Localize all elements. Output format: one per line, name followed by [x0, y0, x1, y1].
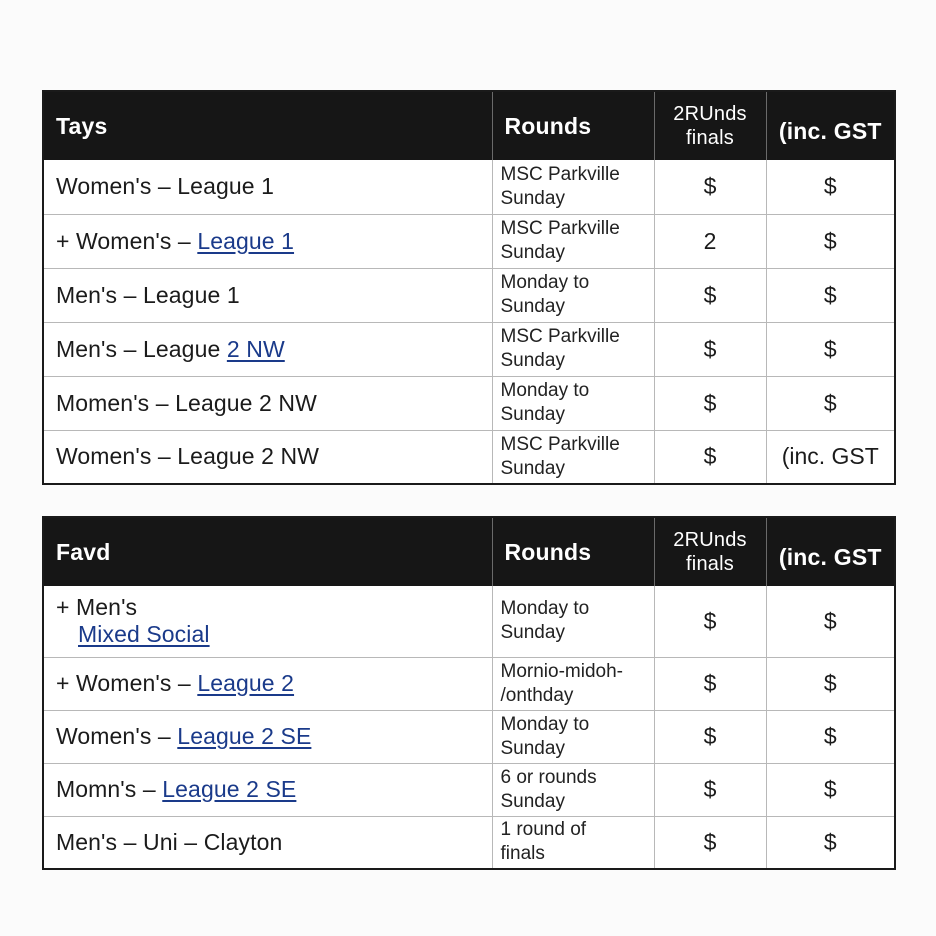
row-name-text: Momen's – League 2 NW — [56, 389, 317, 416]
row-name — [43, 376, 492, 430]
row-name — [43, 214, 492, 268]
rounds-line2: Sunday — [500, 187, 565, 209]
row-finals: 2 — [654, 214, 766, 268]
row-price: $ — [766, 657, 895, 710]
header-finals-line1: 2RUnds — [673, 529, 747, 551]
row-name-text: + Women's – — [56, 227, 198, 254]
row-rounds — [492, 430, 654, 484]
header-price: (inc. GST — [766, 91, 895, 160]
rounds-line1: Monday to — [500, 380, 590, 401]
row-rounds — [492, 160, 654, 214]
row-rounds — [492, 657, 654, 710]
league-link[interactable]: League 2 SE — [162, 776, 297, 802]
header-price: (inc. GST — [766, 517, 895, 586]
row-price: $ — [766, 160, 895, 214]
table-row — [43, 657, 895, 710]
rounds-line1: Monday to — [500, 598, 590, 620]
rounds-line1: 6 or rounds — [500, 766, 597, 788]
row-price: $ — [766, 214, 895, 268]
row-price: $ — [766, 710, 895, 763]
row-name-text: Women's – — [56, 723, 178, 749]
header-finals-line2: finals — [686, 553, 734, 575]
row-rounds — [492, 763, 654, 816]
table-row — [43, 160, 895, 214]
header-rounds: Rounds — [492, 91, 654, 160]
rounds-line2: Sunday — [500, 457, 565, 479]
header-name: Favd — [43, 517, 492, 586]
rounds-line2: Sunday — [500, 296, 565, 317]
rounds-line1: MSC Parkville — [500, 433, 620, 455]
row-finals: $ — [654, 657, 766, 710]
row-finals: $ — [654, 586, 766, 657]
row-name — [43, 763, 492, 816]
table-row — [43, 586, 895, 657]
league-link[interactable]: League 2 SE — [177, 723, 312, 749]
row-name — [43, 160, 492, 214]
row-name-text: Men's – League 1 — [56, 281, 240, 308]
row-name — [43, 710, 492, 763]
row-finals: $ — [654, 322, 766, 376]
row-finals: $ — [654, 816, 766, 869]
table-row — [43, 322, 895, 376]
row-name — [43, 268, 492, 322]
table-row — [43, 763, 895, 816]
rounds-line1: Mornio-midoh- — [500, 660, 623, 682]
rounds-line1: Monday to — [500, 713, 590, 735]
row-name — [43, 322, 492, 376]
rounds-line2: Sunday — [500, 790, 565, 812]
row-price: (inc. GST — [766, 430, 895, 484]
row-name — [43, 657, 492, 710]
rounds-line2: Sunday — [500, 404, 565, 425]
header-name: Tays — [43, 91, 492, 160]
row-name — [43, 586, 492, 657]
mixed-social-link[interactable]: Mixed Social — [78, 621, 210, 648]
row-finals: $ — [654, 376, 766, 430]
header-finals-line2: finals — [686, 127, 734, 149]
row-name-text: Men's – Uni – Clayton — [56, 828, 283, 855]
row-finals: $ — [654, 160, 766, 214]
table-row — [43, 710, 895, 763]
table-header-row — [43, 91, 895, 160]
row-name-text: + Men's — [56, 594, 138, 621]
fee-table-1 — [42, 90, 896, 485]
row-rounds — [492, 376, 654, 430]
rounds-line2: Sunday — [500, 622, 565, 644]
rounds-line1: MSC Parkville — [500, 163, 620, 185]
rounds-line1: MSC Parkville — [500, 218, 620, 239]
table-row — [43, 816, 895, 869]
row-rounds — [492, 268, 654, 322]
row-name-text: Men's – League — [56, 335, 227, 362]
row-price: $ — [766, 763, 895, 816]
row-name-text: Women's – League 2 NW — [56, 443, 320, 470]
row-finals: $ — [654, 430, 766, 484]
rounds-line1: MSC Parkville — [500, 326, 620, 347]
row-finals: $ — [654, 763, 766, 816]
row-name-text: + Women's – — [56, 670, 198, 696]
table-row — [43, 214, 895, 268]
row-finals: $ — [654, 268, 766, 322]
rounds-line2: Sunday — [500, 242, 565, 263]
row-rounds — [492, 710, 654, 763]
league-link[interactable]: 2 NW — [226, 335, 285, 362]
table-row — [43, 430, 895, 484]
row-finals: $ — [654, 710, 766, 763]
rounds-line2: finals — [500, 843, 545, 865]
row-rounds — [492, 586, 654, 657]
rounds-line2: Sunday — [500, 737, 565, 759]
rounds-line1: Monday to — [500, 272, 590, 293]
row-name — [43, 430, 492, 484]
rounds-line1: 1 round of — [500, 819, 587, 841]
fee-table-2 — [42, 516, 896, 870]
header-rounds: Rounds — [492, 517, 654, 586]
rounds-line2: /onthday — [500, 684, 574, 706]
table-header-row — [43, 517, 895, 586]
row-name-text: Momn's – — [56, 776, 163, 802]
row-rounds — [492, 214, 654, 268]
header-finals-line1: 2RUnds — [673, 103, 747, 125]
header-finals — [654, 517, 766, 586]
row-rounds — [492, 816, 654, 869]
row-price: $ — [766, 586, 895, 657]
table-row — [43, 268, 895, 322]
league-link[interactable]: League 1 — [197, 227, 295, 254]
header-finals — [654, 91, 766, 160]
row-rounds — [492, 322, 654, 376]
row-price: $ — [766, 376, 895, 430]
league-link[interactable]: League 2 — [197, 670, 295, 696]
row-price: $ — [766, 322, 895, 376]
table-row — [43, 376, 895, 430]
row-price: $ — [766, 268, 895, 322]
row-price: $ — [766, 816, 895, 869]
row-name-text: Women's – League 1 — [56, 173, 275, 200]
row-name — [43, 816, 492, 869]
rounds-line2: Sunday — [500, 350, 565, 371]
